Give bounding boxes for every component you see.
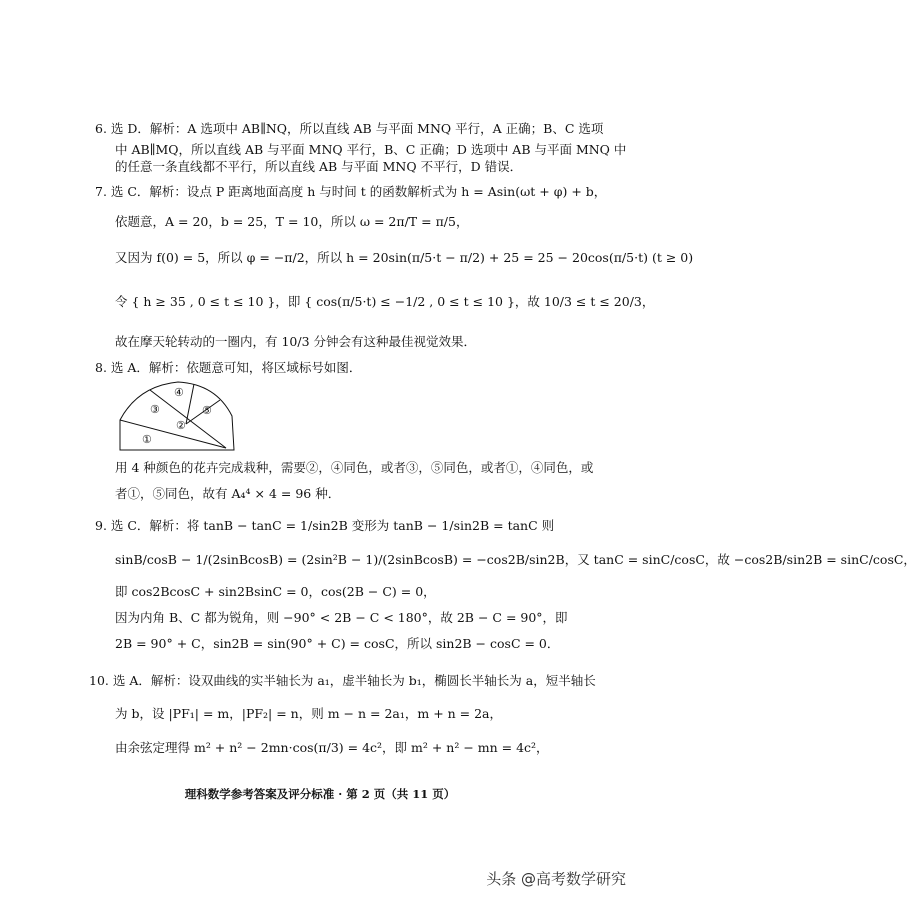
q6-line-2: 中 AB∥MQ，所以直线 AB 与平面 MNQ 平行，B、C 正确；D 选项中 AB 与平面 MNQ 中	[115, 142, 627, 157]
q8-line-2: 用 4 种颜色的花卉完成栽种，需要②，④同色，或者③，⑤同色，或者①，④同色，或	[115, 460, 594, 475]
q7-line-2: 依题意，A = 20，b = 25，T = 10，所以 ω = 2π/T = π/5，	[115, 214, 469, 229]
q9-line-2: sinB/cosB − 1/(2sinBcosB) = (2sin²B − 1)/(2sinBcosB) = −cos2B/sin2B，又 tanC = sinC/cosC，故 −cos2B/sin2B = sinC/cosC，	[115, 552, 916, 567]
region-label-2: ②	[176, 419, 186, 432]
q6-line-3: 的任意一条直线都不平行，所以直线 AB 与平面 MNQ 不平行，D 错误．	[115, 159, 523, 174]
q7-line-5: 故在摩天轮转动的一圈内，有 10/3 分钟会有这种最佳视觉效果．	[115, 334, 477, 349]
divider-2	[150, 390, 226, 448]
q7-line-1: 7. 选 C．解析：设点 P 距离地面高度 h 与时间 t 的函数解析式为 h = Asin(ωt + φ) + b，	[95, 184, 607, 199]
q9-line-3: 即 cos2BcosC + sin2BsinC = 0，cos(2B − C) = 0，	[115, 584, 436, 599]
q7-line-4: 令 { h ≥ 35 , 0 ≤ t ≤ 10 }，即 { cos(π/5·t) ≤ −1/2 , 0 ≤ t ≤ 10 }，故 10/3 ≤ t ≤ 20/3，	[115, 294, 655, 309]
q10-line-3: 由余弦定理得 m² + n² − 2mn·cos(π/3) = 4c²，即 m² + n² − mn = 4c²，	[115, 740, 549, 755]
q7-line-3: 又因为 f(0) = 5，所以 φ = −π/2，所以 h = 20sin(π/5·t − π/2) + 25 = 25 − 20cos(π/5·t) (t ≥ 0)	[115, 250, 694, 265]
q9-line-5: 2B = 90° + C，sin2B = sin(90° + C) = cosC，所以 sin2B − cosC = 0．	[115, 636, 560, 651]
region-label-4: ④	[174, 386, 184, 399]
divider-3	[186, 384, 194, 424]
q10-line-1: 10. 选 A．解析：设双曲线的实半轴长为 a₁，虚半轴长为 b₁，椭圆长半轴长为 a，短半轴长	[89, 673, 596, 688]
region-label-5: ⑤	[202, 404, 212, 417]
region-label-1: ①	[142, 433, 152, 446]
divider-1	[120, 420, 226, 448]
q8-line-1: 8. 选 A．解析：依题意可知，将区域标号如图．	[95, 360, 362, 375]
page-footer: 理科数学参考答案及评分标准 · 第 2 页（共 11 页）	[184, 787, 456, 801]
q10-line-2: 为 b，设 |PF₁| = m，|PF₂| = n，则 m − n = 2a₁，m + n = 2a，	[115, 706, 503, 721]
q9-line-1: 9. 选 C．解析：将 tanB − tanC = 1/sin2B 变形为 tanB − 1/sin2B = tanC 则	[95, 518, 555, 533]
region-diagram	[116, 380, 238, 452]
q9-line-4: 因为内角 B、C 都为锐角，则 −90° < 2B − C < 180°，故 2B − C = 90°，即	[115, 610, 568, 625]
region-label-3: ③	[150, 403, 160, 416]
q6-line-1: 6. 选 D．解析：A 选项中 AB∥NQ，所以直线 AB 与平面 MNQ 平行，A 正确；B、C 选项	[95, 121, 604, 136]
q8-line-3: 者①，⑤同色，故有 A₄⁴ × 4 = 96 种．	[115, 486, 341, 501]
watermark: 头条 @高考数学研究	[486, 870, 626, 888]
